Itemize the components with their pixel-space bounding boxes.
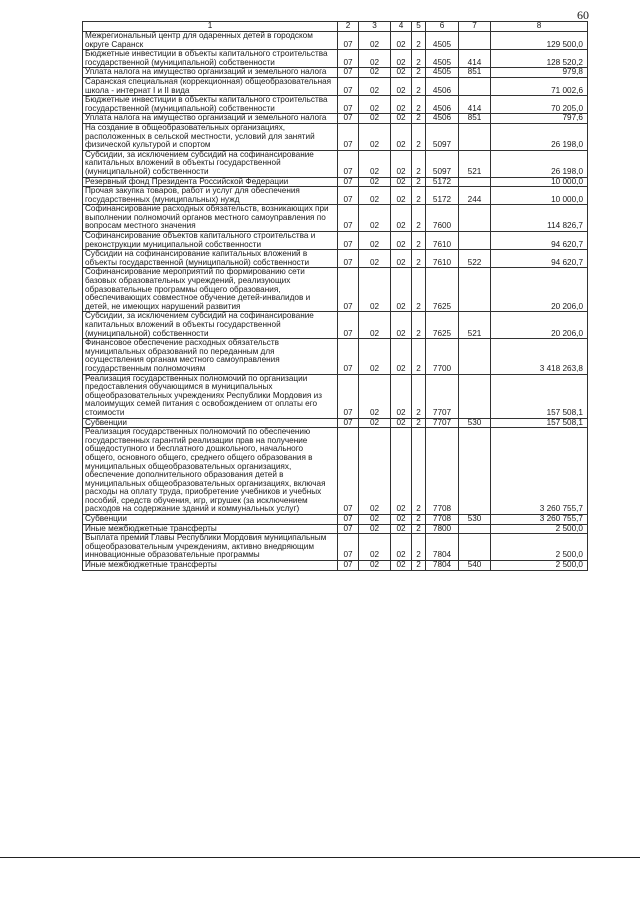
row-code-section: 07 bbox=[338, 123, 359, 150]
row-code-subprogram: 2 bbox=[412, 339, 426, 374]
row-code-expense-type: 414 bbox=[459, 50, 491, 68]
row-code-subprogram: 2 bbox=[412, 428, 426, 515]
row-code-subsection: 02 bbox=[359, 32, 391, 50]
row-code-expense-type bbox=[459, 374, 491, 418]
row-code-subsection: 02 bbox=[359, 77, 391, 95]
table-row bbox=[83, 374, 588, 418]
row-code-article: 7800 bbox=[426, 524, 459, 534]
row-code-section: 07 bbox=[338, 534, 359, 561]
row-code-article: 7610 bbox=[426, 232, 459, 250]
row-name: Бюджетные инвестиции в объекты капитального строительства государственной (муниципальной) собственности bbox=[83, 96, 338, 114]
row-code-program: 02 bbox=[391, 268, 412, 312]
row-code-expense-type bbox=[459, 177, 491, 187]
row-code-subprogram: 2 bbox=[412, 205, 426, 232]
row-code-subprogram: 2 bbox=[412, 374, 426, 418]
row-code-subprogram: 2 bbox=[412, 177, 426, 187]
header-cell: 8 bbox=[491, 22, 588, 32]
table-row bbox=[83, 187, 588, 205]
row-code-program: 02 bbox=[391, 177, 412, 187]
row-name: Финансовое обеспечение расходных обязательств муниципальных образований по переданным для осуществления органам местного самоуправления государственным полномочиям bbox=[83, 339, 338, 374]
row-code-article: 5172 bbox=[426, 187, 459, 205]
row-code-subsection: 02 bbox=[359, 187, 391, 205]
header-cell: 6 bbox=[426, 22, 459, 32]
row-amount: 10 000,0 bbox=[491, 177, 588, 187]
row-code-expense-type: 530 bbox=[459, 515, 491, 525]
table-row bbox=[83, 232, 588, 250]
row-code-program: 02 bbox=[391, 534, 412, 561]
page-bottom-rule bbox=[0, 857, 640, 858]
row-code-expense-type: 521 bbox=[459, 150, 491, 177]
row-code-section: 07 bbox=[338, 68, 359, 78]
row-code-section: 07 bbox=[338, 232, 359, 250]
row-code-subprogram: 2 bbox=[412, 232, 426, 250]
row-amount: 94 620,7 bbox=[491, 250, 588, 268]
row-name: Реализация государственных полномочий по обеспечению государственных гарантий реализации прав на получение общедоступного и бесплатного дошкольного, начального общего, основного общего, среднего общего образования в муниципальных общеобразовательных организациях, обеспечение дополнительного образования детей в муниципальных общеобразовательных организациях, включая расходы на оплату труда, приобретение учебников и учебных пособий, средств обучения, игр, игрушек (за исключением расходов на содержание зданий и коммунальных услуг) bbox=[83, 428, 338, 515]
row-code-subprogram: 2 bbox=[412, 515, 426, 525]
row-code-program: 02 bbox=[391, 232, 412, 250]
row-code-subprogram: 2 bbox=[412, 534, 426, 561]
row-code-subsection: 02 bbox=[359, 250, 391, 268]
row-code-expense-type bbox=[459, 123, 491, 150]
row-code-program: 02 bbox=[391, 250, 412, 268]
row-code-subprogram: 2 bbox=[412, 561, 426, 571]
row-code-expense-type: 851 bbox=[459, 114, 491, 124]
row-code-article: 4506 bbox=[426, 77, 459, 95]
table-row bbox=[83, 515, 588, 525]
row-amount: 979,8 bbox=[491, 68, 588, 78]
row-code-article: 7804 bbox=[426, 534, 459, 561]
row-amount: 10 000,0 bbox=[491, 187, 588, 205]
row-code-article: 5172 bbox=[426, 177, 459, 187]
row-code-article: 7600 bbox=[426, 205, 459, 232]
row-code-expense-type bbox=[459, 534, 491, 561]
row-amount: 70 205,0 bbox=[491, 96, 588, 114]
row-code-section: 07 bbox=[338, 515, 359, 525]
row-code-program: 02 bbox=[391, 32, 412, 50]
row-code-article: 4506 bbox=[426, 96, 459, 114]
row-code-subsection: 02 bbox=[359, 428, 391, 515]
row-code-article: 5097 bbox=[426, 123, 459, 150]
row-code-article: 7625 bbox=[426, 268, 459, 312]
row-code-program: 02 bbox=[391, 339, 412, 374]
row-name: На создание в общеобразовательных организациях, расположенных в сельской местности, условий для занятий физической культурой и спортом bbox=[83, 123, 338, 150]
table-row bbox=[83, 312, 588, 339]
row-code-expense-type bbox=[459, 205, 491, 232]
row-code-article: 7707 bbox=[426, 374, 459, 418]
row-name: Саранская специальная (коррекционная) общеобразовательная школа - интернат I и II вида bbox=[83, 77, 338, 95]
row-name: Иные межбюджетные трансферты bbox=[83, 561, 338, 571]
row-code-subprogram: 2 bbox=[412, 418, 426, 428]
row-name: Выплата премий Главы Республики Мордовия муниципальным общеобразовательным учреждениям, активно внедряющим инновационные образовательные программы bbox=[83, 534, 338, 561]
row-code-subsection: 02 bbox=[359, 374, 391, 418]
row-code-subprogram: 2 bbox=[412, 68, 426, 78]
row-code-subsection: 02 bbox=[359, 123, 391, 150]
row-code-article: 7708 bbox=[426, 428, 459, 515]
row-code-subprogram: 2 bbox=[412, 268, 426, 312]
table-row bbox=[83, 561, 588, 571]
row-amount: 129 500,0 bbox=[491, 32, 588, 50]
row-code-expense-type: 522 bbox=[459, 250, 491, 268]
row-name: Бюджетные инвестиции в объекты капитального строительства государственной (муниципальной) собственности bbox=[83, 50, 338, 68]
row-code-article: 7804 bbox=[426, 561, 459, 571]
table-row bbox=[83, 250, 588, 268]
row-code-subprogram: 2 bbox=[412, 32, 426, 50]
row-name: Уплата налога на имущество организаций и земельного налога bbox=[83, 114, 338, 124]
row-code-subsection: 02 bbox=[359, 418, 391, 428]
row-code-expense-type: 540 bbox=[459, 561, 491, 571]
row-amount: 26 198,0 bbox=[491, 150, 588, 177]
row-code-subsection: 02 bbox=[359, 534, 391, 561]
row-name: Субсидии, за исключением субсидий на софинансирование капитальных вложений в объекты государственной (муниципальной) собственности bbox=[83, 150, 338, 177]
row-code-section: 07 bbox=[338, 205, 359, 232]
row-name: Иные межбюджетные трансферты bbox=[83, 524, 338, 534]
row-code-expense-type: 530 bbox=[459, 418, 491, 428]
row-name: Субвенции bbox=[83, 418, 338, 428]
row-code-section: 07 bbox=[338, 96, 359, 114]
row-code-subsection: 02 bbox=[359, 150, 391, 177]
row-name: Уплата налога на имущество организаций и земельного налога bbox=[83, 68, 338, 78]
row-code-article: 7708 bbox=[426, 515, 459, 525]
row-amount: 71 002,6 bbox=[491, 77, 588, 95]
row-name: Межрегиональный центр для одаренных детей в городском округе Саранск bbox=[83, 32, 338, 50]
row-code-section: 07 bbox=[338, 312, 359, 339]
row-code-program: 02 bbox=[391, 150, 412, 177]
row-code-program: 02 bbox=[391, 77, 412, 95]
row-code-program: 02 bbox=[391, 114, 412, 124]
header-cell: 4 bbox=[391, 22, 412, 32]
table-row bbox=[83, 428, 588, 515]
row-code-article: 4505 bbox=[426, 68, 459, 78]
header-cell: 7 bbox=[459, 22, 491, 32]
row-amount: 797,6 bbox=[491, 114, 588, 124]
row-code-section: 07 bbox=[338, 339, 359, 374]
row-code-subprogram: 2 bbox=[412, 187, 426, 205]
table-row bbox=[83, 268, 588, 312]
row-code-subsection: 02 bbox=[359, 114, 391, 124]
row-amount: 3 260 755,7 bbox=[491, 515, 588, 525]
row-code-subsection: 02 bbox=[359, 50, 391, 68]
row-code-subsection: 02 bbox=[359, 268, 391, 312]
row-code-program: 02 bbox=[391, 205, 412, 232]
row-code-subprogram: 2 bbox=[412, 114, 426, 124]
table-row bbox=[83, 534, 588, 561]
row-code-subsection: 02 bbox=[359, 339, 391, 374]
row-code-program: 02 bbox=[391, 312, 412, 339]
row-name: Софинансирование объектов капитального строительства и реконструкции муниципальной собственности bbox=[83, 232, 338, 250]
row-code-section: 07 bbox=[338, 374, 359, 418]
table-body bbox=[83, 32, 588, 571]
header-cell: 2 bbox=[338, 22, 359, 32]
row-code-subprogram: 2 bbox=[412, 524, 426, 534]
row-name: Прочая закупка товаров, работ и услуг для обеспечения государственных (муниципальных) нужд bbox=[83, 187, 338, 205]
row-code-section: 07 bbox=[338, 150, 359, 177]
row-code-section: 07 bbox=[338, 177, 359, 187]
row-code-section: 07 bbox=[338, 268, 359, 312]
table-row bbox=[83, 114, 588, 124]
row-code-program: 02 bbox=[391, 515, 412, 525]
row-code-subsection: 02 bbox=[359, 515, 391, 525]
header-cell: 1 bbox=[83, 22, 338, 32]
table-row bbox=[83, 339, 588, 374]
row-name: Субсидии, за исключением субсидий на софинансирование капитальных вложений в объекты государственной (муниципальной) собственности bbox=[83, 312, 338, 339]
row-code-program: 02 bbox=[391, 561, 412, 571]
row-name: Реализация государственных полномочий по организации предоставления обучающимся в муниципальных общеобразовательных учреждениях Республики Мордовия из малоимущих семей питания с освобождением от оплаты его стоимости bbox=[83, 374, 338, 418]
row-code-subprogram: 2 bbox=[412, 50, 426, 68]
row-code-subprogram: 2 bbox=[412, 312, 426, 339]
row-code-section: 07 bbox=[338, 77, 359, 95]
row-amount: 2 500,0 bbox=[491, 524, 588, 534]
row-code-expense-type: 851 bbox=[459, 68, 491, 78]
row-amount: 157 508,1 bbox=[491, 374, 588, 418]
row-code-article: 7700 bbox=[426, 339, 459, 374]
row-code-subsection: 02 bbox=[359, 312, 391, 339]
row-code-section: 07 bbox=[338, 561, 359, 571]
row-amount: 20 206,0 bbox=[491, 268, 588, 312]
row-code-section: 07 bbox=[338, 32, 359, 50]
row-code-subprogram: 2 bbox=[412, 150, 426, 177]
row-amount: 20 206,0 bbox=[491, 312, 588, 339]
row-code-program: 02 bbox=[391, 374, 412, 418]
page-number: 60 bbox=[577, 8, 589, 22]
header-cell: 5 bbox=[412, 22, 426, 32]
row-amount: 114 826,7 bbox=[491, 205, 588, 232]
row-code-article: 7610 bbox=[426, 250, 459, 268]
row-code-expense-type bbox=[459, 32, 491, 50]
row-name: Резервный фонд Президента Российской Федерации bbox=[83, 177, 338, 187]
table-row bbox=[83, 123, 588, 150]
row-code-program: 02 bbox=[391, 68, 412, 78]
row-code-program: 02 bbox=[391, 50, 412, 68]
row-code-expense-type bbox=[459, 524, 491, 534]
row-code-expense-type bbox=[459, 268, 491, 312]
row-amount: 3 260 755,7 bbox=[491, 428, 588, 515]
row-code-program: 02 bbox=[391, 123, 412, 150]
row-amount: 157 508,1 bbox=[491, 418, 588, 428]
row-code-expense-type bbox=[459, 232, 491, 250]
row-code-program: 02 bbox=[391, 428, 412, 515]
table-row bbox=[83, 150, 588, 177]
row-amount: 94 620,7 bbox=[491, 232, 588, 250]
row-amount: 128 520,2 bbox=[491, 50, 588, 68]
row-code-subsection: 02 bbox=[359, 232, 391, 250]
table-row bbox=[83, 96, 588, 114]
row-code-subsection: 02 bbox=[359, 205, 391, 232]
row-code-subsection: 02 bbox=[359, 524, 391, 534]
row-code-expense-type: 521 bbox=[459, 312, 491, 339]
row-code-program: 02 bbox=[391, 418, 412, 428]
row-code-expense-type bbox=[459, 77, 491, 95]
row-code-section: 07 bbox=[338, 524, 359, 534]
row-amount: 2 500,0 bbox=[491, 561, 588, 571]
row-amount: 26 198,0 bbox=[491, 123, 588, 150]
row-code-subsection: 02 bbox=[359, 561, 391, 571]
row-code-section: 07 bbox=[338, 250, 359, 268]
row-code-section: 07 bbox=[338, 428, 359, 515]
row-code-section: 07 bbox=[338, 50, 359, 68]
row-name: Субвенции bbox=[83, 515, 338, 525]
row-code-subsection: 02 bbox=[359, 96, 391, 114]
row-amount: 2 500,0 bbox=[491, 534, 588, 561]
row-code-subprogram: 2 bbox=[412, 77, 426, 95]
row-code-section: 07 bbox=[338, 187, 359, 205]
row-code-expense-type bbox=[459, 339, 491, 374]
table-row bbox=[83, 77, 588, 95]
row-code-article: 4506 bbox=[426, 114, 459, 124]
budget-table bbox=[82, 21, 588, 571]
row-name: Субсидии на софинансирование капитальных вложений в объекты государственной (муниципальной) собственности bbox=[83, 250, 338, 268]
row-code-article: 7625 bbox=[426, 312, 459, 339]
row-code-subprogram: 2 bbox=[412, 123, 426, 150]
header-row bbox=[83, 22, 588, 32]
row-code-program: 02 bbox=[391, 187, 412, 205]
row-code-article: 4505 bbox=[426, 32, 459, 50]
row-code-expense-type: 414 bbox=[459, 96, 491, 114]
row-code-section: 07 bbox=[338, 418, 359, 428]
row-code-section: 07 bbox=[338, 114, 359, 124]
row-code-subsection: 02 bbox=[359, 177, 391, 187]
row-code-article: 5097 bbox=[426, 150, 459, 177]
row-code-article: 4505 bbox=[426, 50, 459, 68]
row-code-article: 7707 bbox=[426, 418, 459, 428]
row-code-expense-type bbox=[459, 428, 491, 515]
table-row bbox=[83, 50, 588, 68]
row-name: Софинансирование мероприятий по формированию сети базовых образовательных учреждений, реализующих образовательные программы общего образования, обеспечивающих совместное обучение детей-инвалидов и детей, не имеющих нарушений развития bbox=[83, 268, 338, 312]
row-code-subsection: 02 bbox=[359, 68, 391, 78]
row-code-program: 02 bbox=[391, 524, 412, 534]
row-name: Софинансирование расходных обязательств, возникающих при выполнении полномочий органов местного самоуправления по вопросам местного значения bbox=[83, 205, 338, 232]
row-code-subprogram: 2 bbox=[412, 250, 426, 268]
row-amount: 3 418 263,8 bbox=[491, 339, 588, 374]
table-row bbox=[83, 205, 588, 232]
table-row bbox=[83, 32, 588, 50]
row-code-program: 02 bbox=[391, 96, 412, 114]
row-code-expense-type: 244 bbox=[459, 187, 491, 205]
row-code-subprogram: 2 bbox=[412, 96, 426, 114]
header-cell: 3 bbox=[359, 22, 391, 32]
